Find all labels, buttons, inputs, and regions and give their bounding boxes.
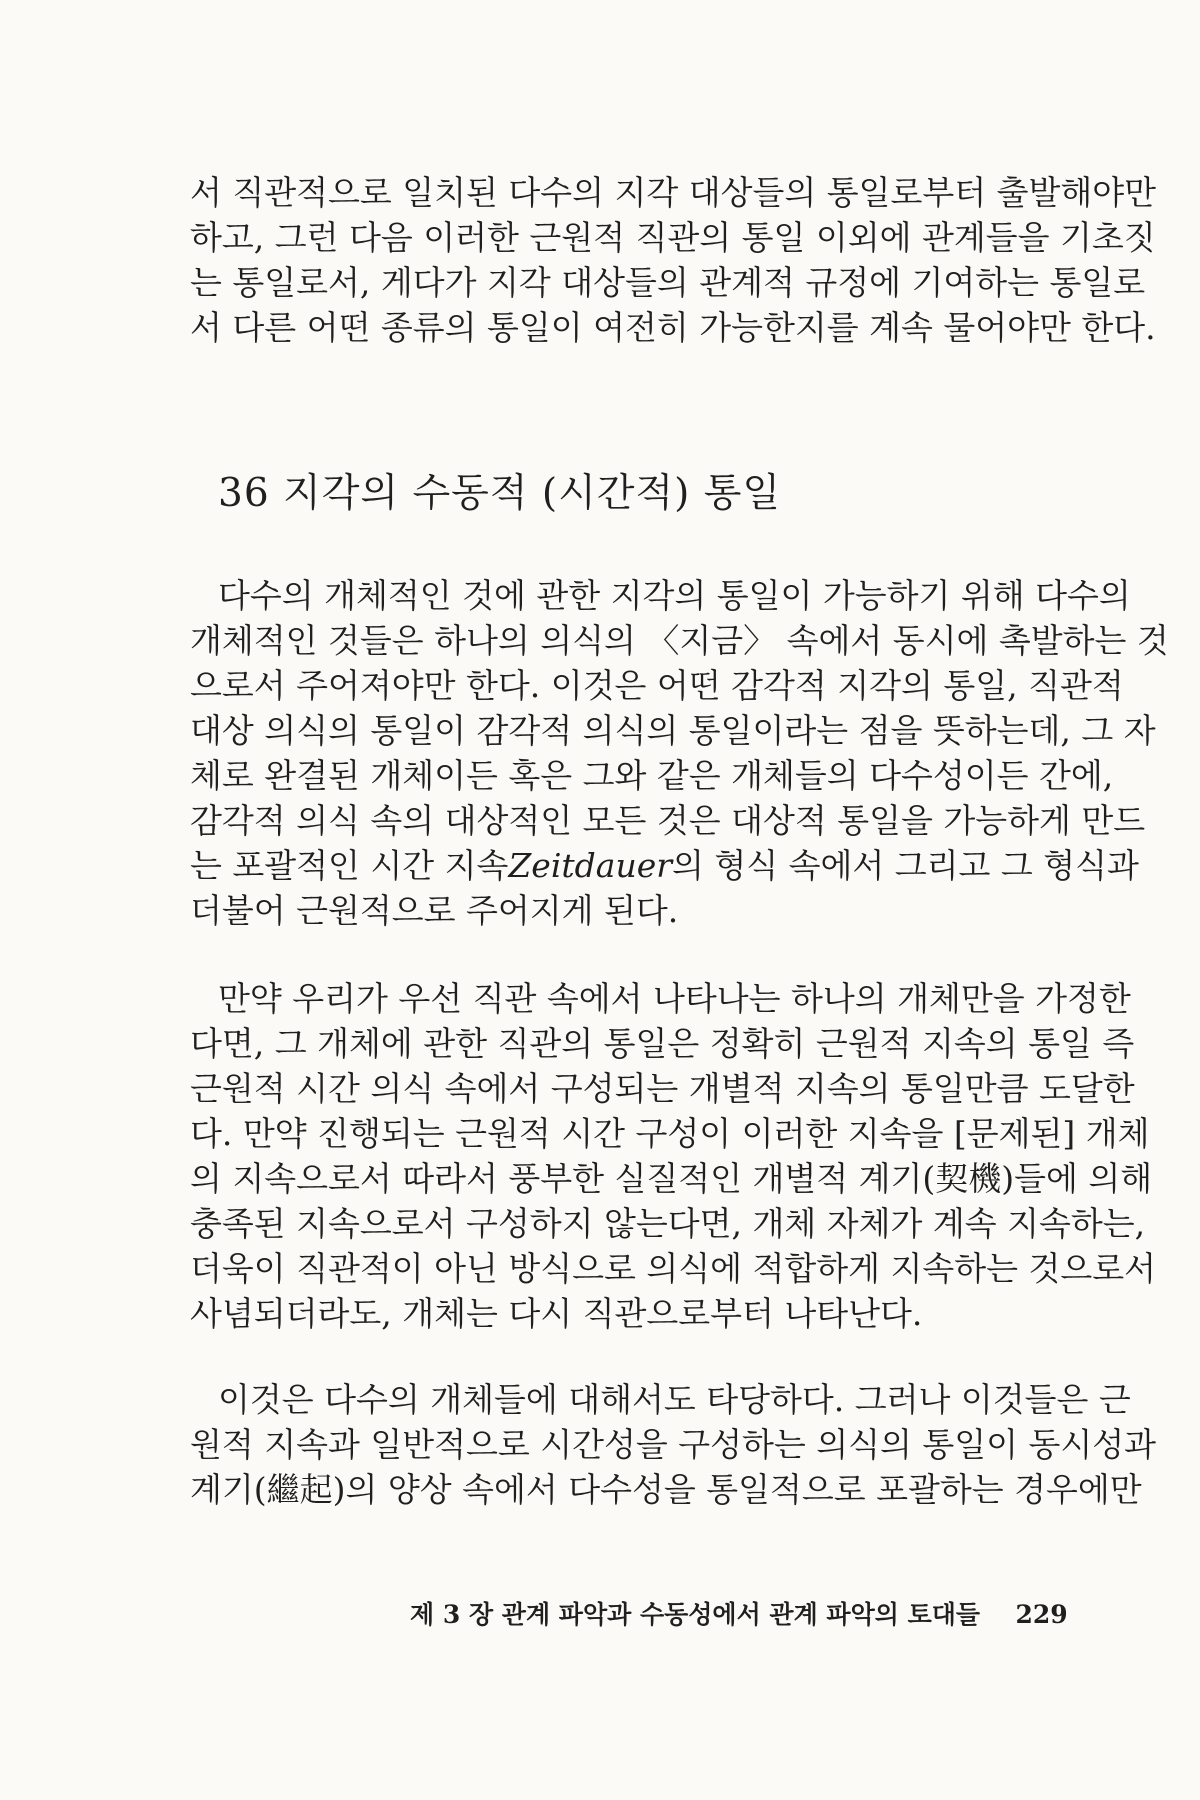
text-line: 하고, 그런 다음 이러한 근원적 직관의 통일 이외에 관계들을 기초짓 xyxy=(190,218,1156,257)
footer-chapter-title: 제 3 장 관계 파악과 수동성에서 관계 파악의 토대들 xyxy=(410,1600,981,1629)
text-line: 대상 의식의 통일이 감각적 의식의 통일이라는 점을 뜻하는데, 그 자 xyxy=(190,711,1156,750)
text-line: 다면, 그 개체에 관한 직관의 통일은 정확히 근원적 지속의 통일 즉 xyxy=(190,1024,1135,1063)
running-footer xyxy=(410,1602,1068,1627)
text-line: 서 직관적으로 일치된 다수의 지각 대상들의 통일로부터 출발해야만 xyxy=(190,173,1157,212)
text-line: 원적 지속과 일반적으로 시간성을 구성하는 의식의 통일이 동시성과 xyxy=(190,1425,1157,1464)
text-line: 으로서 주어져야만 한다. 이것은 어떤 감각적 지각의 통일, 직관적 xyxy=(190,666,1124,705)
section-heading: 36 지각의 수동적 (시간적) 통일 xyxy=(218,471,782,516)
text-line: 계기(繼起)의 양상 속에서 다수성을 통일적으로 포괄하는 경우에만 xyxy=(190,1470,1142,1509)
text-line: 의 지속으로서 따라서 풍부한 실질적인 개별적 계기(契機)들에 의해 xyxy=(190,1159,1153,1198)
text-line: 다수의 개체적인 것에 관한 지각의 통일이 가능하기 위해 다수의 xyxy=(218,576,1131,615)
text-line: 충족된 지속으로서 구성하지 않는다면, 개체 자체가 계속 지속하는, xyxy=(190,1204,1146,1243)
text-fragment: 의 형식 속에서 그리고 그 형식과 xyxy=(672,846,1139,885)
inline-term: Zeitdauer xyxy=(508,846,673,885)
text-line: 사념되더라도, 개체는 다시 직관으로부터 나타난다. xyxy=(190,1294,923,1333)
text-line: 개체적인 것들은 하나의 의식의 〈지금〉 속에서 동시에 촉발하는 것 xyxy=(190,621,1169,660)
text-line-with-term xyxy=(190,846,1139,885)
page-number: 229 xyxy=(1015,1600,1068,1629)
text-line: 만약 우리가 우선 직관 속에서 나타나는 하나의 개체만을 가정한 xyxy=(218,979,1131,1018)
text-line: 이것은 다수의 개체들에 대해서도 타당하다. 그러나 이것들은 근 xyxy=(218,1380,1131,1419)
text-line: 체로 완결된 개체이든 혹은 그와 같은 개체들의 다수성이든 간에, xyxy=(190,756,1114,795)
text-line: 근원적 시간 의식 속에서 구성되는 개별적 지속의 통일만큼 도달한 xyxy=(190,1069,1135,1108)
text-line: 다. 만약 진행되는 근원적 시간 구성이 이러한 지속을 [문제된] 개체 xyxy=(190,1114,1150,1153)
text-fragment: 는 포괄적인 시간 지속 xyxy=(190,846,509,885)
text-line: 감각적 의식 속의 대상적인 모든 것은 대상적 통일을 가능하게 만드 xyxy=(190,801,1146,840)
text-line: 는 통일로서, 게다가 지각 대상들의 관계적 규정에 기여하는 통일로 xyxy=(190,263,1146,302)
text-line: 서 다른 어떤 종류의 통일이 여전히 가능한지를 계속 물어야만 한다. xyxy=(190,308,1156,347)
text-line: 더욱이 직관적이 아닌 방식으로 의식에 적합하게 지속하는 것으로서 xyxy=(190,1249,1157,1288)
text-line: 더불어 근원적으로 주어지게 된다. xyxy=(190,891,679,930)
